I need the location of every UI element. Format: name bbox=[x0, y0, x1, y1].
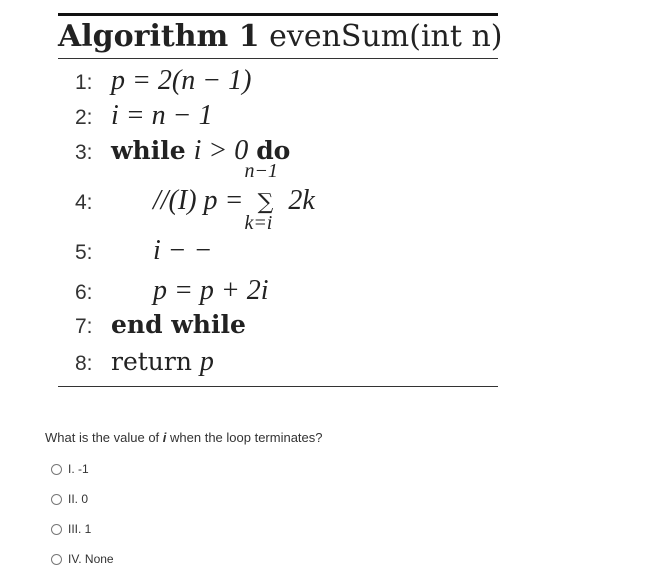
algorithm-name: evenSum(int n) bbox=[269, 19, 503, 54]
option-label: III. 1 bbox=[68, 522, 92, 536]
option-2[interactable] bbox=[51, 492, 88, 506]
line-number: 7: bbox=[75, 315, 93, 338]
line-number: 8: bbox=[75, 352, 93, 375]
sum-term: 2k bbox=[288, 185, 315, 216]
line-text: i − − bbox=[153, 235, 213, 266]
sum-lower-bound: k=i bbox=[244, 212, 273, 234]
option-1[interactable] bbox=[51, 462, 89, 476]
keyword-end-while: end while bbox=[111, 310, 246, 339]
option-label: IV. None bbox=[68, 552, 114, 566]
line-number: 3: bbox=[75, 141, 93, 164]
line-text: p = 2(n − 1) bbox=[111, 65, 252, 96]
algo-line-4 bbox=[75, 160, 315, 234]
loop-condition: i > 0 bbox=[193, 135, 249, 166]
question-variable: i bbox=[162, 430, 167, 445]
line-text: p = p + 2i bbox=[153, 275, 269, 306]
line-number: 4: bbox=[75, 191, 93, 214]
keyword-while: while bbox=[111, 136, 186, 165]
line-number: 6: bbox=[75, 281, 93, 304]
algorithm-title bbox=[58, 16, 503, 58]
option-3[interactable] bbox=[51, 522, 91, 536]
option-label: II. 0 bbox=[68, 492, 89, 506]
return-value: p bbox=[199, 346, 214, 377]
algo-line-5 bbox=[75, 235, 213, 267]
option-label: I. -1 bbox=[68, 462, 89, 476]
line-number: 2: bbox=[75, 106, 93, 129]
question-text: What is the value of i when the loop terminates? bbox=[45, 430, 323, 445]
radio-button[interactable] bbox=[51, 494, 62, 505]
line-text: i = n − 1 bbox=[111, 100, 213, 131]
radio-button[interactable] bbox=[51, 554, 62, 565]
keyword-return: return bbox=[111, 347, 192, 376]
algo-line-1 bbox=[75, 65, 251, 97]
keyword-do: do bbox=[256, 136, 291, 165]
algorithm-box bbox=[58, 13, 503, 59]
algo-line-8 bbox=[75, 346, 214, 378]
title-rule bbox=[58, 58, 498, 59]
line-number: 1: bbox=[75, 71, 93, 94]
line-number: 5: bbox=[75, 241, 93, 264]
algo-line-6 bbox=[75, 275, 269, 307]
radio-button[interactable] bbox=[51, 464, 62, 475]
algo-line-7 bbox=[75, 310, 246, 339]
sum-upper-bound: n−1 bbox=[244, 160, 278, 182]
algorithm-label: Algorithm 1 bbox=[58, 19, 260, 54]
invariant-comment: //(I) p = bbox=[153, 185, 251, 216]
sum-symbol: ∑ bbox=[257, 190, 274, 215]
radio-button[interactable] bbox=[51, 524, 62, 535]
algo-line-2 bbox=[75, 100, 213, 132]
bottom-rule bbox=[58, 386, 498, 387]
option-4[interactable] bbox=[51, 552, 114, 566]
summation bbox=[244, 160, 280, 234]
